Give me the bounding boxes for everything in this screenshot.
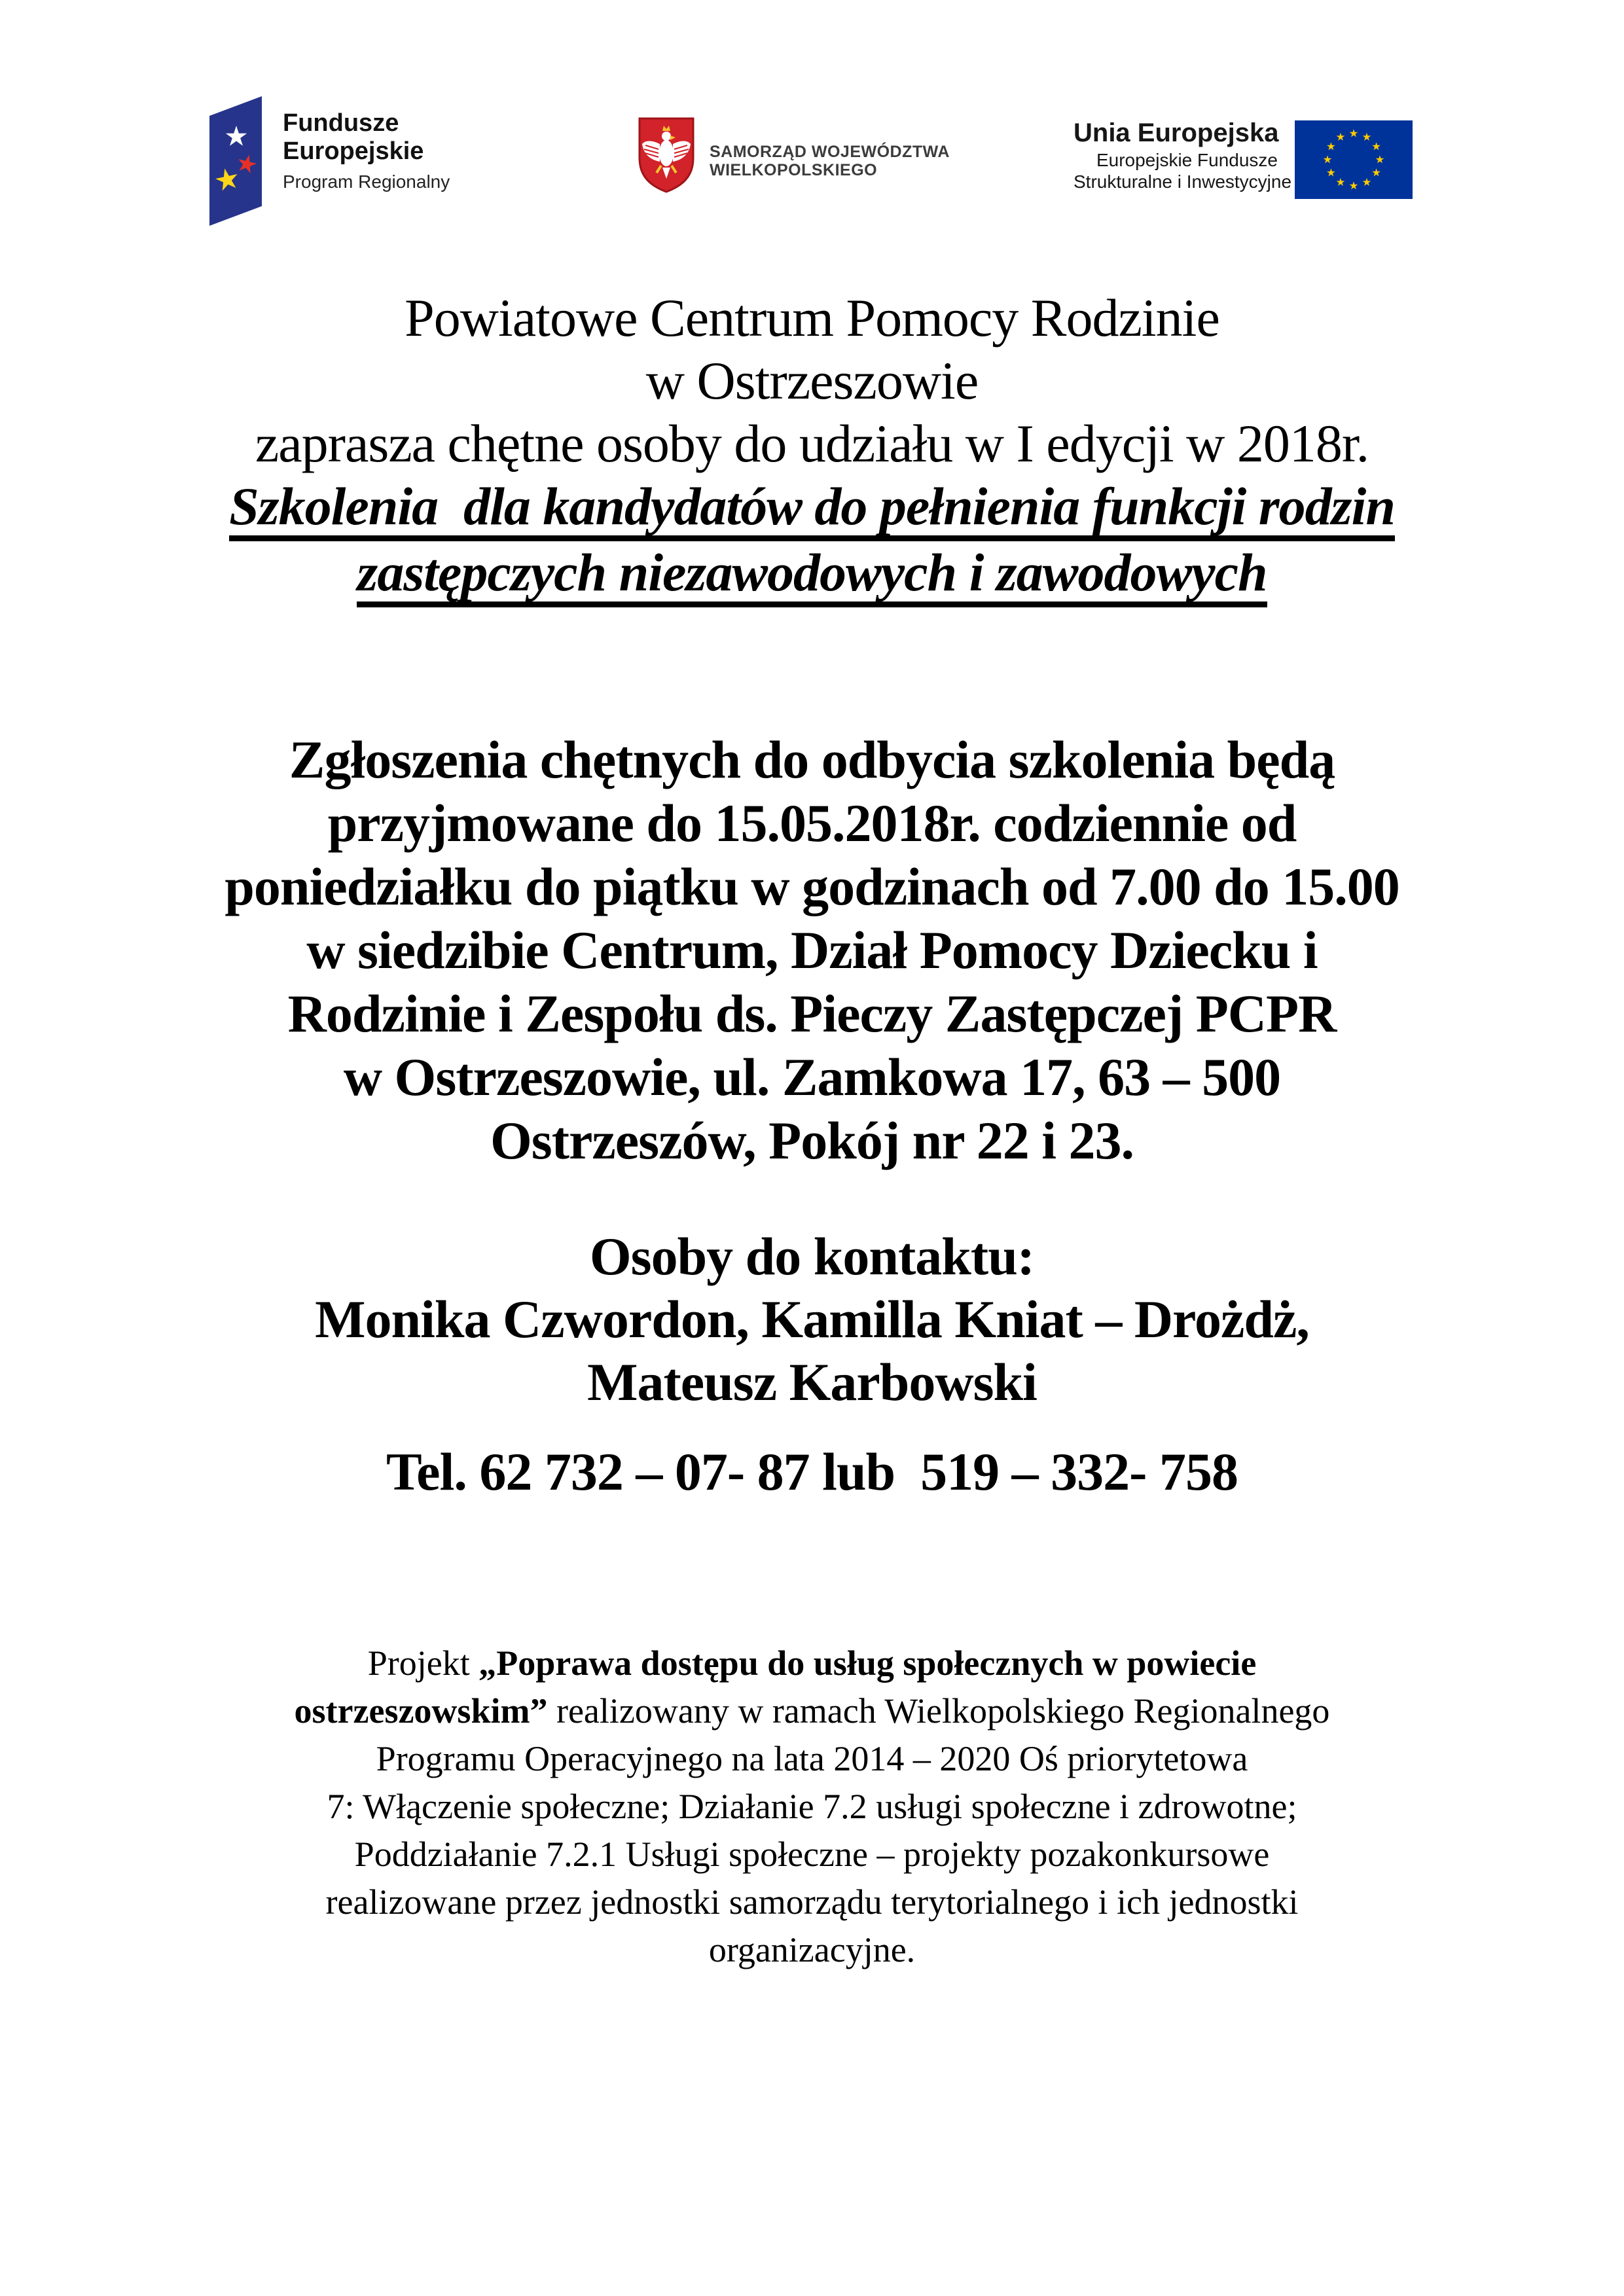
title-line-4: [0, 475, 1624, 541]
title-line-4-underlined: Szkolenia dla kandydatów do pełnienia funkcji rodzin: [229, 480, 1395, 541]
contact-names-line1: Monika Czwordon, Kamilla Kniat – Drożdż,: [315, 1289, 1309, 1349]
project-footer-block: [0, 1640, 1624, 1974]
notice-line: w siedzibie Centrum, Dział Pomocy Dziecku i: [306, 920, 1318, 980]
contact-names-line2: Mateusz Karbowski: [587, 1352, 1037, 1412]
wlkp-logo-line2: WIELKOPOLSKIEGO: [710, 161, 878, 179]
fe-logo-title-line1: Fundusze: [283, 109, 399, 137]
footer-line: realizowane przez jednostki samorządu terytorialnego i ich jednostki: [325, 1882, 1299, 1922]
fe-flag-icon: [209, 96, 262, 226]
wlkp-logo-text: [710, 143, 950, 179]
wlkp-logo-line1: SAMORZĄD WOJEWÓDZTWA: [710, 143, 950, 161]
eu-logo-text: [1074, 117, 1292, 192]
phone-block: [0, 1441, 1624, 1503]
wielkopolska-coat-of-arms-icon: [636, 115, 696, 195]
title-line-5: [0, 541, 1624, 607]
samorzad-wojewodztwa-logo: [636, 115, 950, 200]
fe-logo-subtitle: Program Regionalny: [283, 171, 450, 192]
contact-heading: Osoby do kontaktu:: [589, 1227, 1035, 1286]
eu-logo-subtitle-line1: Europejskie Fundusze: [1096, 150, 1278, 170]
eu-logo-title: Unia Europejska: [1074, 118, 1279, 147]
contact-phone: Tel. 62 732 – 07- 87 lub 519 – 332- 758: [386, 1442, 1238, 1501]
title-line-5-underlined: zastępczych niezawodowych i zawodowych: [357, 546, 1267, 607]
fundusze-europejskie-logo: [209, 94, 471, 231]
notice-line: poniedziałku do piątku w godzinach od 7.00 do 15.00: [225, 857, 1399, 916]
unia-europejska-logo: [1074, 117, 1420, 205]
notice-block: [0, 728, 1624, 1172]
eu-logo-subtitle-line2: Strukturalne i Inwestycyjne: [1074, 171, 1292, 192]
notice-line: w Ostrzeszowie, ul. Zamkowa 17, 63 – 500: [343, 1047, 1281, 1107]
title-line-1: Powiatowe Centrum Pomocy Rodzinie: [405, 288, 1219, 348]
fe-logo-text: [283, 109, 450, 193]
footer-line: ostrzeszowskim” realizowany w ramach Wielkopolskiego Regionalnego: [294, 1691, 1330, 1731]
title-line-2: w Ostrzeszowie: [645, 351, 979, 410]
footer-line: Poddziałanie 7.2.1 Usługi społeczne – projekty pozakonkursowe: [354, 1835, 1270, 1874]
footer-line: organizacyjne.: [708, 1930, 916, 1969]
notice-line: przyjmowane do 15.05.2018r. codziennie od: [327, 793, 1297, 853]
notice-line: Zgłoszenia chętnych do odbycia szkolenia będą: [289, 730, 1335, 789]
contact-block: [0, 1225, 1624, 1414]
eu-flag-icon: [1295, 120, 1413, 199]
title-block: [0, 287, 1624, 607]
title-line-3: zaprasza chętne osoby do udziału w I edycji w 2018r.: [255, 414, 1369, 473]
notice-line: Ostrzeszów, Pokój nr 22 i 23.: [490, 1111, 1134, 1170]
footer-line: Programu Operacyjnego na lata 2014 – 2020 Oś priorytetowa: [376, 1739, 1248, 1778]
footer-line: Projekt „Poprawa dostępu do usług społecznych w powiecie: [367, 1643, 1257, 1683]
notice-line: Rodzinie i Zespołu ds. Pieczy Zastępczej PCPR: [287, 984, 1337, 1043]
footer-line: 7: Włączenie społeczne; Działanie 7.2 usługi społeczne i zdrowotne;: [327, 1787, 1297, 1826]
fe-logo-title-line2: Europejskie: [283, 137, 424, 165]
